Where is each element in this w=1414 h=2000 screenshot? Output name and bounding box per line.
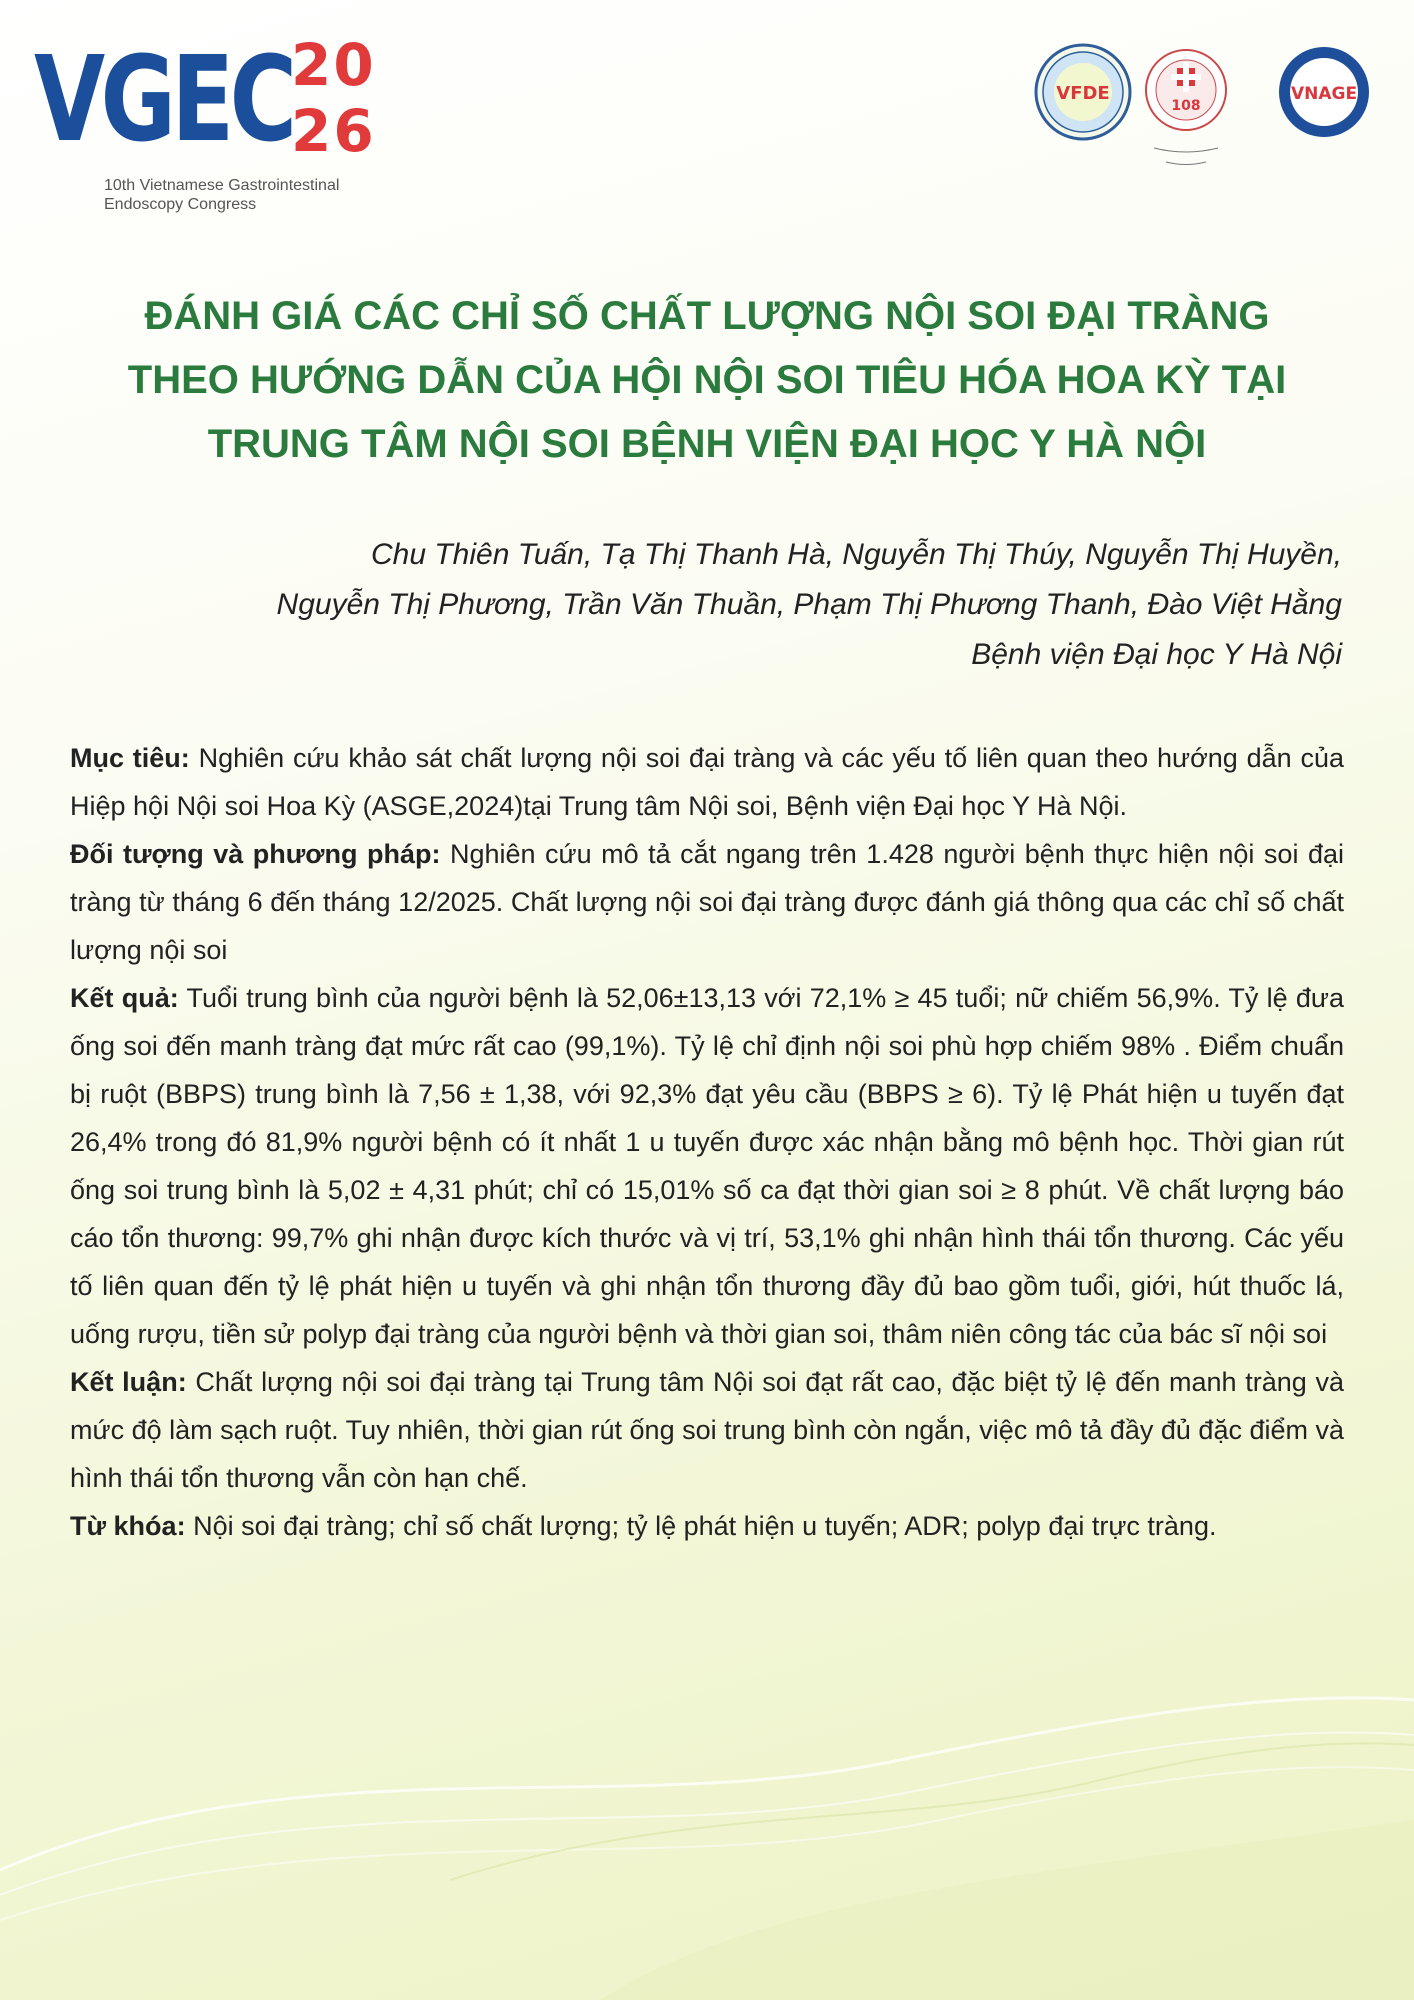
hospital-108-label: 108	[1171, 98, 1201, 114]
organization-logos	[1034, 42, 1374, 172]
section-conclusion	[70, 1358, 1344, 1502]
vnage-logo	[1279, 47, 1369, 137]
section-label: Mục tiêu:	[70, 743, 190, 773]
section-text: Tuổi trung bình của người bệnh là 52,06±13,13 với 72,1% ≥ 45 tuổi; nữ chiếm 56,9%. Tỷ lệ đưa ống soi đến manh tràng đạt mức rất cao (99,1%). Tỷ lệ chỉ định nội soi phù hợp chiếm 98% . Điểm chuẩn bị ruột (BBPS) trung bình là 7,56 ± 1,38, với 92,3% đạt yêu cầu (BBPS ≥ 6). Tỷ lệ Phát hiện u tuyến đạt 26,4% trong đó 81,9% người bệnh có ít nhất 1 u tuyến được xác nhận bằng mô bệnh học. Thời gian rút ống soi trung bình là 5,02 ± 4,31 phút; chỉ có 15,01% số ca đạt thời gian soi ≥ 8 phút. Về chất lượng báo cáo tổn thương: 99,7% ghi nhận được kích thước và vị trí, 53,1% ghi nhận hình thái tổn thương. Các yếu tố liên quan đến tỷ lệ phát hiện u tuyến và ghi nhận tổn thương đầy đủ bao gồm tuổi, giới, hút thuốc lá, uống rượu, tiền sử polyp đại tràng của người bệnh và thời gian soi, thâm niên công tác của bác sĩ nội soi	[70, 983, 1345, 1349]
title-line-1: ĐÁNH GIÁ CÁC CHỈ SỐ CHẤT LƯỢNG NỘI SOI ĐẠI TRÀNG	[144, 294, 1270, 338]
abstract-body	[70, 734, 1344, 1550]
affiliation: Bệnh viện Đại học Y Hà Nội	[971, 638, 1342, 671]
logo-year-top: 20	[291, 31, 376, 99]
poster-title	[60, 284, 1354, 476]
vfde-logo	[1036, 45, 1130, 139]
section-label: Đối tượng và phương pháp:	[70, 839, 441, 869]
section-keywords	[70, 1502, 1344, 1550]
section-text: Nghiên cứu khảo sát chất lượng nội soi đại tràng và các yếu tố liên quan theo hướng dẫn của Hiệp hội Nội soi Hoa Kỳ (ASGE,2024)tại Trung tâm Nội soi, Bệnh viện Đại học Y Hà Nội.	[70, 743, 1344, 821]
section-text: Nghiên cứu mô tả cắt ngang trên 1.428 người bệnh thực hiện nội soi đại tràng từ tháng 6 đến tháng 12/2025. Chất lượng nội soi đại tràng được đánh giá thông qua các chỉ số chất lượng nội soi	[70, 839, 1344, 965]
section-objective	[70, 734, 1344, 830]
logo-year-bottom: 26	[291, 97, 376, 165]
logo-mark: VGEC	[34, 30, 293, 168]
authors-line-1: Chu Thiên Tuấn, Tạ Thị Thanh Hà, Nguyễn Thị Thúy, Nguyễn Thị Huyền,	[370, 538, 1342, 571]
section-label: Kết luận:	[70, 1367, 187, 1397]
logo-year	[291, 32, 441, 164]
authors-block	[142, 530, 1342, 680]
logo-subtitle-line-2: Endoscopy Congress	[104, 196, 257, 213]
title-line-2: THEO HƯỚNG DẪN CỦA HỘI NỘI SOI TIÊU HÓA HOA KỲ TẠI	[127, 358, 1287, 402]
section-text: Chất lượng nội soi đại tràng tại Trung tâm Nội soi đạt rất cao, đặc biệt tỷ lệ đến manh tràng và mức độ làm sạch ruột. Tuy nhiên, thời gian rút ống soi trung bình còn ngắn, việc mô tả đầy đủ đặc điểm và hình thái tổn thương vẫn còn hạn chế.	[70, 1367, 1344, 1493]
logo-subtitle-line-1: 10th Vietnamese Gastrointestinal	[104, 177, 340, 194]
vfde-label: VFDE	[1056, 83, 1110, 104]
hospital-108-logo	[1146, 50, 1226, 165]
authors-line-2: Nguyễn Thị Phương, Trần Văn Thuần, Phạm Thị Phương Thanh, Đào Việt Hằng	[276, 588, 1342, 621]
section-results	[70, 974, 1344, 1358]
title-line-3: TRUNG TÂM NỘI SOI BỆNH VIỆN ĐẠI HỌC Y HÀ NỘI	[207, 422, 1207, 466]
logo-subtitle	[104, 176, 404, 214]
section-label: Từ khóa:	[70, 1511, 186, 1541]
vnage-label: VNAGE	[1290, 84, 1358, 104]
section-label: Kết quả:	[70, 983, 179, 1013]
section-text: Nội soi đại tràng; chỉ số chất lượng; tỷ lệ phát hiện u tuyến; ADR; polyp đại trực tràng.	[193, 1511, 1217, 1541]
congress-logo	[34, 32, 414, 222]
section-methods	[70, 830, 1344, 974]
